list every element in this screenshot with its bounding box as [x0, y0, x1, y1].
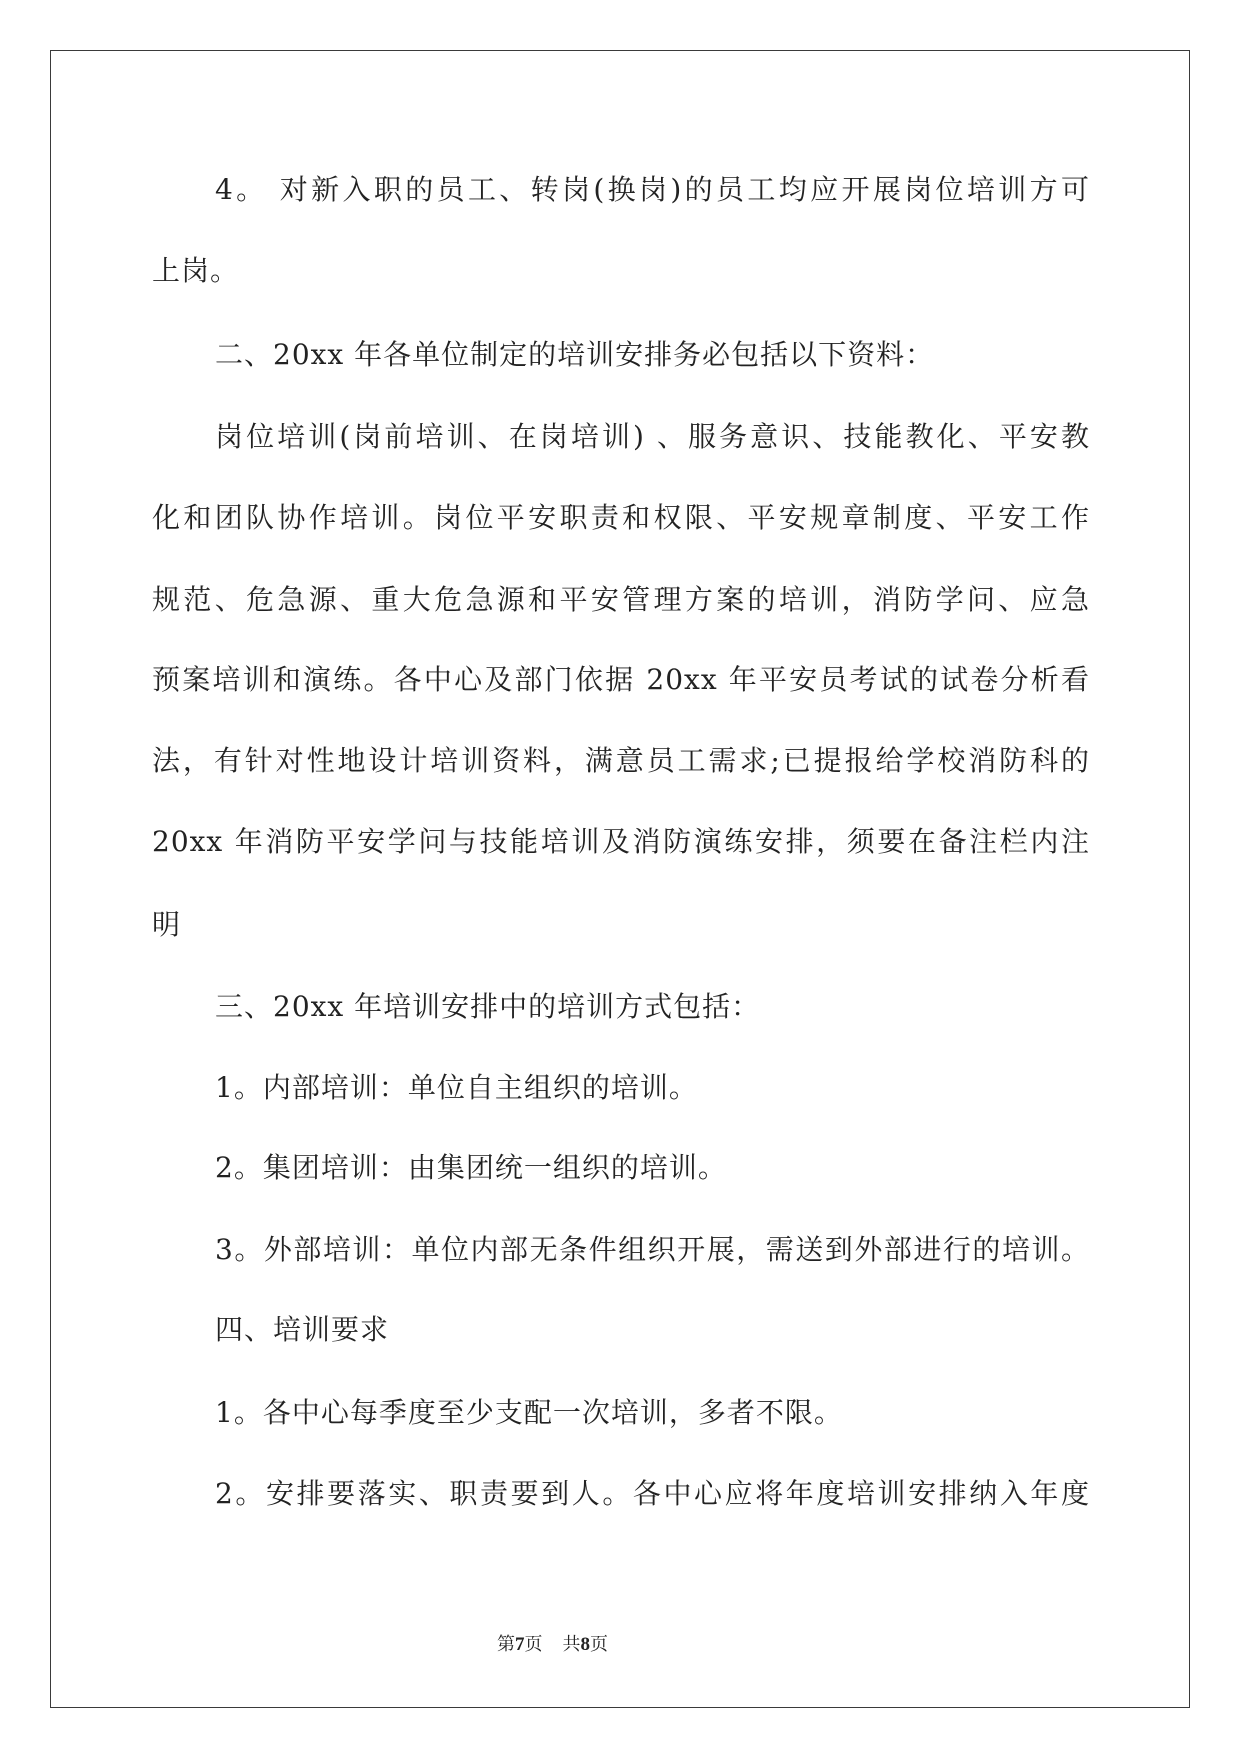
paragraph-line: 4。 对新入职的员工、转岗(换岗)的员工均应开展岗位培训方可 — [215, 173, 1090, 206]
list-item: 3。外部培训：单位内部无条件组织开展，需送到外部进行的培训。 — [215, 1233, 1090, 1266]
paragraph-line: 法，有针对性地设计培训资料，满意员工需求;已提报给学校消防科的 — [152, 744, 1090, 777]
list-item: 2。集团培训：由集团统一组织的培训。 — [215, 1151, 727, 1184]
section-heading: 四、培训要求 — [215, 1313, 390, 1346]
paragraph-line: 20xx 年消防平安学问与技能培训及消防演练安排，须要在备注栏内注 — [152, 825, 1090, 858]
page-number-prefix: 第 — [497, 1634, 515, 1655]
section-heading: 三、20xx 年培训安排中的培训方式包括： — [215, 990, 761, 1023]
page-number-suffix: 页 — [524, 1634, 543, 1655]
section-heading: 二、20xx 年各单位制定的培训安排务必包括以下资料： — [215, 338, 935, 371]
paragraph-line: 上岗。 — [152, 254, 240, 287]
current-page-number: 7 — [515, 1634, 525, 1655]
total-pages-number: 8 — [580, 1634, 590, 1655]
total-pages-suffix: 页 — [590, 1634, 608, 1655]
list-item: 1。各中心每季度至少支配一次培训，多者不限。 — [215, 1396, 843, 1429]
list-item: 2。安排要落实、职责要到人。各中心应将年度培训安排纳入年度 — [215, 1477, 1090, 1510]
page-border — [50, 50, 1190, 1708]
paragraph-line: 岗位培训(岗前培训、在岗培训) 、服务意识、技能教化、平安教 — [215, 420, 1090, 453]
paragraph-line: 规范、危急源、重大危急源和平安管理方案的培训，消防学问、应急 — [152, 583, 1090, 616]
paragraph-line: 预案培训和演练。各中心及部门依据 20xx 年平安员考试的试卷分析看 — [152, 663, 1090, 696]
list-item: 1。内部培训：单位自主组织的培训。 — [215, 1071, 698, 1104]
total-pages-prefix: 共 — [562, 1634, 581, 1655]
paragraph-line: 化和团队协作培训。岗位平安职责和权限、平安规章制度、平安工作 — [152, 501, 1090, 534]
page-footer — [497, 1632, 608, 1658]
paragraph-line: 明 — [152, 908, 182, 941]
